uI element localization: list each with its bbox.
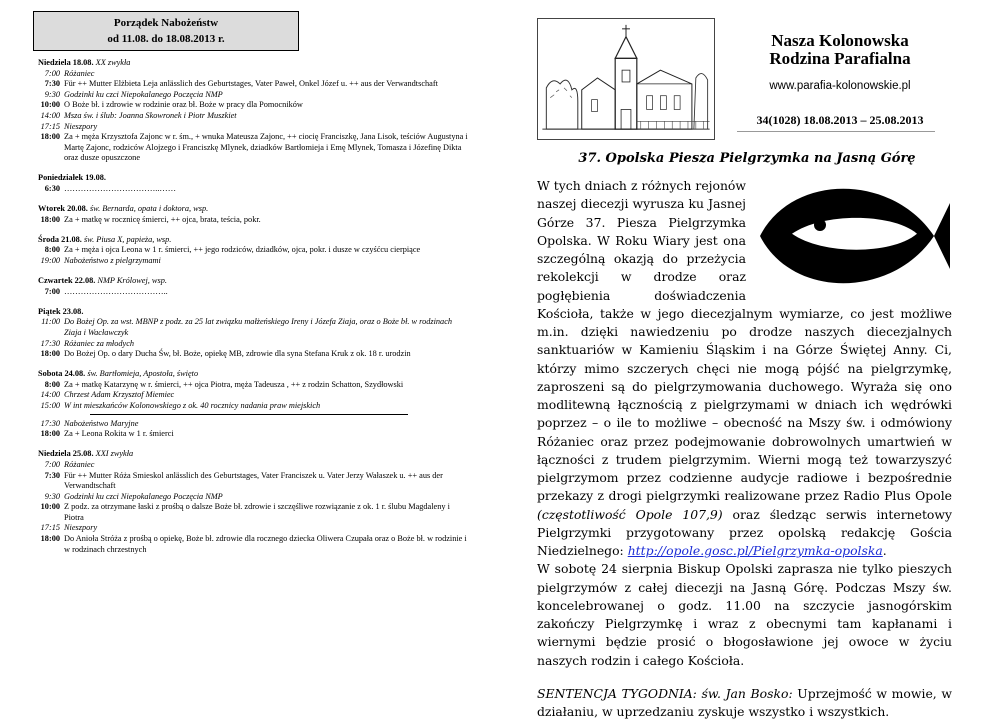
- mass-entry: [38, 380, 468, 391]
- mass-entry: [38, 502, 468, 523]
- day-name: Środa 21.08.: [38, 234, 82, 244]
- mass-intention: O Boże bł. i zdrowie w rodzinie oraz bł. Boże w pracy dla Pomocników: [64, 100, 303, 110]
- mass-intention: Do Bożej Op. za wst. MBNP z podz. za 25 lat związku małżeńskiego Ireny i Józefa Ziaja, oraz o Boże bł. w rodzinach Ziaja i Wacławczyk: [64, 317, 453, 337]
- mass-entry: [38, 317, 468, 338]
- church-illustration: [537, 18, 715, 140]
- liturgical-day: XX zwykła: [95, 58, 131, 67]
- liturgical-day: NMP Królowej, wsp.: [97, 276, 167, 286]
- mass-intention: Nieszpory: [64, 121, 98, 131]
- mass-time: 6:30: [44, 184, 60, 194]
- newsletter-title: [720, 32, 960, 68]
- mass-intention: Nabożeństwo Maryjne: [64, 418, 139, 428]
- mass-entry: [38, 523, 468, 534]
- mass-time: 14:00: [40, 110, 60, 120]
- liturgical-day: św. Bartłomieja, Apostoła, święto: [87, 369, 199, 379]
- mass-entry: [38, 132, 468, 164]
- ichthys-fish-icon: [752, 181, 952, 291]
- schedule-day: [38, 307, 468, 360]
- liturgical-day: XXI zwykła: [95, 449, 134, 459]
- article-text-2: oraz śledząc serwis internetowy Pielgrzymki przygotowany przez opolską redakcję Gościa Niedzielnego:: [537, 506, 952, 558]
- mass-intention: Za + Leona Rokita w 1 r. śmierci: [64, 429, 174, 439]
- mass-entry: [38, 79, 468, 90]
- day-name: Piątek 23.08.: [38, 306, 84, 316]
- mass-entry: [38, 100, 468, 111]
- mass-intention: Za + męża Krzysztofa Zajonc w r. śm., + wnuka Mateusza Zajonc, ++ ciocię Franciszkę, Jana Lisok, teściów Augustyna i Martę Zajonc, rodziców Alojzego i Franciszkę Mlynek, dziadków Bartłomieja i Emę Mlynek, Tomasza i Józefinę Dikta oraz dusze opuszczone: [64, 132, 468, 163]
- mass-entry: [38, 256, 468, 267]
- mass-schedule: [38, 58, 468, 565]
- day-name: Sobota 24.08.: [38, 369, 86, 379]
- mass-entry: [38, 122, 468, 133]
- mass-intention: Za + matkę w rocznicę śmierci, ++ ojca, brata, teścia, pokr.: [64, 214, 261, 224]
- mass-time: 14:00: [40, 390, 60, 400]
- mass-time: 17:30: [40, 418, 60, 428]
- day-heading: [38, 58, 468, 69]
- schedule-divider: [90, 414, 408, 415]
- mass-time: 19:00: [40, 256, 60, 265]
- mass-time: 15:00: [40, 401, 60, 411]
- schedule-title: Porządek Nabożeństw: [113, 17, 219, 29]
- article-title: 37. Opolska Piesza Pielgrzymka na Jasną Górę: [578, 151, 916, 166]
- mass-intention: ………………………………..: [64, 286, 168, 296]
- schedule-day: [38, 204, 468, 225]
- mass-entry: [38, 492, 468, 503]
- mass-time: 7:00: [44, 286, 60, 296]
- newsletter-title-line2: Rodzina Parafialna: [769, 49, 911, 68]
- mass-entry: [38, 460, 468, 471]
- mass-time: 17:15: [40, 121, 60, 131]
- mass-intention: Do Anioła Stróża z prośbą o opiekę, Boże bł. zdrowie dla rocznego dziecka Oliwera Czupała oraz o Boże bł. w rodzinie i w rodzinach chrzestnych: [64, 534, 467, 554]
- mass-time: 18:00: [40, 132, 60, 142]
- mass-intention: Chrzest Adam Krzysztof Miemiec: [64, 390, 175, 400]
- article-text-1: W tych dniach z różnych rejonów naszej diecezji wyrusza ku Jasnej Górze 37. Piesza Pielgrzymka Opolska. W Roku Wiary jest ona szczególną okazją do przeżycia rekolekcji w drodze oraz pogłębienia doświadczenia Kościoła, także w jego diecezjalnym wymiarze, co jest możliwe m.in. dzięki nawiedzeniu po drodze naszych diecezjalnych sanktuariów w Kamieniu Śląskim i na Górze Świętej Anny. Ci, którzy mimo szczerych chęci nie mogą pójść na pielgrzymkę, zaproszeni są do pielgrzymowania duchowego. Wyraża się ono modlitewną łącznością z pielgrzymami w dniach ich wędrówki poprzez – o ile to możliwe – obecność na Mszy św. i odmówiony Różaniec oraz przez podejmowanie dobrowolnych umartwień w łączności z trudem pielgrzymim. Wierni mogą też towarzyszyć pielgrzymom przez codzienne audycje radiowe i bezpośrednie przekazy z drogi pielgrzymki realizowane przez Radio Plus Opole: [537, 178, 952, 504]
- mass-time: 18:00: [40, 534, 60, 544]
- pilgrimage-link[interactable]: http://opole.gosc.pl/Pielgrzymka-opolska: [627, 543, 883, 558]
- day-heading: [38, 276, 468, 287]
- mass-intention: Za + matkę Katarzynę w r. śmierci, ++ ojca Piotra, męża Tadeusza , ++ z rodzin Schatton, Szydłowski: [64, 379, 404, 389]
- mass-entry: [38, 419, 468, 430]
- day-name: Wtorek 20.08.: [38, 204, 88, 214]
- mass-time: 7:30: [44, 470, 60, 480]
- mass-time: 18:00: [40, 214, 60, 224]
- sentence-of-week: [537, 685, 952, 721]
- article-paragraph-2: W sobotę 24 sierpnia Biskup Opolski zaprasza nie tylko pieszych pielgrzymów z całej diecezji na Jasną Górę. Podczas Mszy św. koncelebrowanej o godz. 11.00 na szczycie jasnogórskim zakończy Pielgrzymkę i wraz z obecnymi tam kapłanami i wiernymi będzie prosić o błogosławione jej owoce w życiu naszych rodzin i całego Kościoła.: [537, 561, 952, 668]
- article-body: [537, 177, 952, 721]
- schedule-day: [38, 276, 468, 297]
- day-heading: [38, 449, 468, 460]
- mass-time: 10:00: [40, 502, 60, 512]
- schedule-day: [38, 449, 468, 555]
- schedule-day: [38, 173, 468, 194]
- schedule-day: [38, 369, 468, 440]
- mass-time: 9:30: [44, 491, 60, 501]
- mass-intention: Msza św. i ślub: Joanna Skowronek i Piotr Muszkiet: [64, 110, 237, 120]
- mass-intention: Różaniec: [64, 459, 95, 469]
- mass-entry: [38, 471, 468, 492]
- mass-intention: Za + męża i ojca Leona w 1 r. śmierci, ++ jego rodziców, dziadków, ojca, pokr. i dusze w czyśćcu cierpiące: [64, 245, 421, 255]
- mass-intention: Für ++ Mutter Elżbieta Leja anlässlich des Geburtstages, Vater Paweł, Onkel Józef u. ++ aus der Verwandtschaft: [64, 79, 438, 89]
- liturgical-day: św. Piusa X, papieża, wsp.: [83, 234, 172, 244]
- newsletter-title-line1: Nasza Kolonowska: [771, 31, 909, 50]
- mass-intention: ……………………………..……: [64, 184, 177, 194]
- mass-entry: [38, 534, 468, 555]
- issue-number-dates: 34(1028) 18.08.2013 – 25.08.2013: [756, 113, 924, 127]
- mass-intention: Nabożeństwo z pielgrzymami: [64, 256, 161, 265]
- sentence-text: Uprzejmość w mowie, w działaniu, w uprzedzaniu zyskuje wszystko i wszystkich.: [537, 685, 952, 719]
- day-heading: [38, 369, 468, 380]
- schedule-date-range: od 11.08. do 18.08.2013 r.: [107, 33, 225, 45]
- mass-time: 7:00: [44, 68, 60, 78]
- mass-time: 10:00: [40, 100, 60, 110]
- mass-entry: [38, 339, 468, 350]
- day-name: Niedziela 25.08.: [38, 449, 94, 459]
- schedule-day: [38, 235, 468, 267]
- day-name: Poniedziałek 19.08.: [38, 173, 106, 183]
- mass-intention: Do Bożej Op. o dary Ducha Św, bł. Boże, opiekę MB, zdrowie dla syna Stefana Kruk z ok. 18 r. urodzin: [64, 349, 411, 359]
- mass-entry: [38, 215, 468, 226]
- mass-entry: [38, 349, 468, 360]
- mass-time: 17:15: [40, 523, 60, 533]
- mass-entry: [38, 390, 468, 401]
- mass-intention: Różaniec: [64, 68, 95, 78]
- mass-intention: Für ++ Mutter Róża Smieskol anlässlich des Geburtstages, Vater Franciszek u. Vater Jerzy Wałaszek u. ++ aus der Verwandtschaft: [64, 470, 443, 491]
- radio-frequency: (częstotliwość Opole 107,9): [537, 506, 723, 522]
- day-heading: [38, 235, 468, 246]
- mass-intention: Z podz. za otrzymane łaski z prośbą o dalsze Boże bł. zdrowie i szczęśliwe rozwiązanie z ok. 1 r. ślubu Magdaleny i Piotra: [64, 502, 450, 522]
- mass-time: 7:30: [44, 79, 60, 89]
- mass-entry: [38, 90, 468, 101]
- masthead-rule: [737, 131, 935, 132]
- mass-time: 18:00: [40, 429, 60, 439]
- mass-time: 9:30: [44, 89, 60, 99]
- day-heading: [38, 307, 468, 318]
- mass-intention: Godzinki ku czci Niepokalanego Poczęcia NMP: [64, 491, 223, 501]
- mass-time: 17:30: [40, 338, 60, 348]
- mass-time: 18:00: [40, 349, 60, 359]
- mass-time: 7:00: [44, 459, 60, 469]
- sentence-label: SENTENCJA TYGODNIA: św. Jan Bosko:: [537, 685, 793, 701]
- day-heading: [38, 173, 468, 184]
- mass-entry: [38, 69, 468, 80]
- mass-time: 8:00: [44, 379, 60, 389]
- mass-entry: [38, 184, 468, 195]
- liturgical-day: św. Bernarda, opata i doktora, wsp.: [89, 204, 209, 214]
- mass-entry: [38, 401, 468, 412]
- day-name: Niedziela 18.08.: [38, 58, 94, 67]
- mass-entry: [38, 111, 468, 122]
- article-text-3: .: [882, 543, 887, 558]
- schedule-header-box: [33, 11, 299, 51]
- mass-intention: Nieszpory: [64, 523, 98, 533]
- mass-intention: Różaniec za młodych: [64, 338, 135, 348]
- mass-entry: [38, 287, 468, 298]
- mass-entry: [38, 429, 468, 440]
- mass-entry: [38, 245, 468, 256]
- mass-intention: Godzinki ku czci Niepokalanego Poczęcia NMP: [64, 89, 223, 99]
- mass-time: 8:00: [44, 245, 60, 255]
- parish-website: www.parafia-kolonowskie.pl: [769, 80, 911, 92]
- mass-intention: W int mieszkańców Kolonowskiego z ok. 40 rocznicy nadania praw miejskich: [64, 401, 321, 411]
- day-name: Czwartek 22.08.: [38, 276, 96, 286]
- day-heading: [38, 204, 468, 215]
- mass-time: 11:00: [41, 317, 60, 327]
- schedule-day: [38, 58, 468, 164]
